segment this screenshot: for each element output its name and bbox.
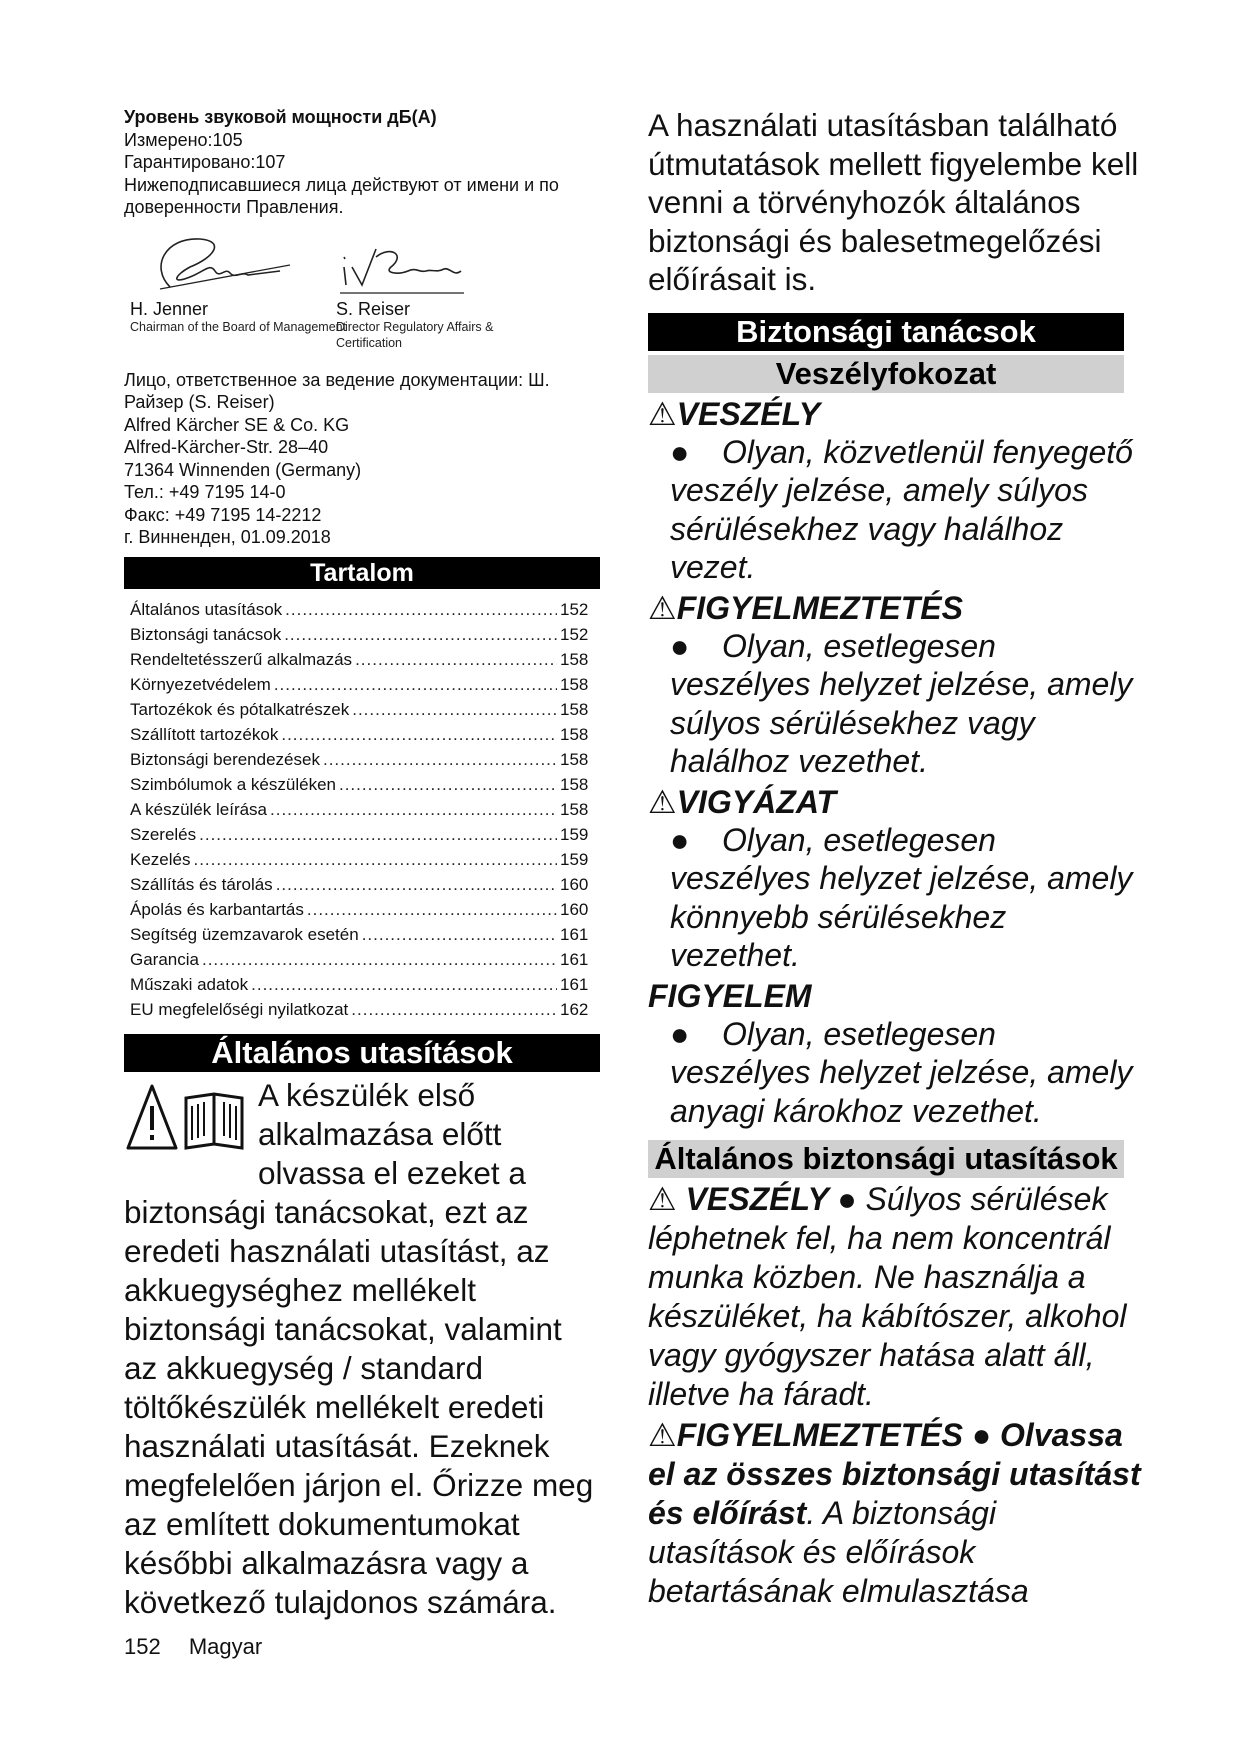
toc-leader-dots [270,797,557,822]
hazard-levels-list [648,395,1142,1131]
toc-entry-page: 158 [560,649,589,669]
toc-row [124,772,600,797]
language-label: Magyar [188,1634,263,1659]
toc-entry-title: Szállított tartozékok [130,724,279,744]
toc-entry-page: 161 [560,924,589,944]
toc-row [124,947,600,972]
company-name: Alfred Kärcher SE & Co. KG [124,414,350,435]
toc-leader-dots [285,597,557,622]
warning-label: ⚠FIGYELMEZTETÉS ● Olvassa el az összes biztonsági utasítást és előírást [648,1417,1141,1531]
fax-number: Факс: +49 7195 14-2212 [124,504,322,525]
toc-leader-dots [362,922,557,947]
toc-row [124,797,600,822]
toc-entry-page: 160 [560,874,589,894]
toc-entry-page: 158 [560,674,589,694]
toc-entry-title: Tartozékok és pótalkatrészek [130,699,350,719]
hazard-level-description [648,627,1142,781]
bullet-icon: ● [670,627,690,664]
toc-entry-page: 161 [560,949,589,969]
toc-row [124,872,600,897]
handwritten-signature-icon [130,227,310,299]
hazard-level-label: ⚠VESZÉLY [648,395,821,432]
toc-entry-page: 152 [560,624,589,644]
signature-title: Chairman of the Board of Management [130,319,347,334]
toc-entry-title: Segítség üzemzavarok esetén [130,924,359,944]
toc-entry-page: 158 [560,749,589,769]
danger-label: ⚠ VESZÉLY ● [648,1181,857,1217]
sound-level-heading: Уровень звуковой мощности дБ(А) [124,107,437,127]
street-address: Alfred-Kärcher-Str. 28–40 [124,437,329,457]
toc-entry-title: Szállítás és tárolás [130,874,273,894]
toc-row [124,922,600,947]
toc-leader-dots [199,822,557,847]
phone-number: Тел.: +49 7195 14-0 [124,482,286,502]
toc-leader-dots [307,897,557,922]
general-instructions-text [124,1076,600,1622]
measured-value: Измерено:105 [124,129,243,150]
hazard-level-description [648,821,1142,975]
handwritten-signature-icon [336,227,476,299]
toc-entry-title: Környezetvédelem [130,674,271,694]
toc-entry-page: 159 [560,849,589,869]
warning-text: . A biztonsági utasítások és előírások betartásának elmulasztása [648,1495,1029,1609]
toc-entry-title: Rendeltetésszerű alkalmazás [130,649,353,669]
hazard-level-description [648,1015,1142,1131]
toc-leader-dots [202,947,557,972]
responsible-person: Лицо, ответственное за ведение документации: Ш. Райзер (S. Reiser) [124,369,550,412]
toc-leader-dots [281,722,557,747]
bullet-icon: ● [670,1015,690,1052]
toc-entry-page: 158 [560,799,589,819]
general-instructions-heading: Általános utasítások [124,1034,600,1072]
bullet-icon: ● [670,433,690,470]
toc-entry-title: Biztonsági tanácsok [130,624,282,644]
hazard-level-text: Olyan, esetlegesen veszélyes helyzet jelzése, amely súlyos sérülésekhez vagy halálhoz vezethet. [670,627,1133,779]
danger-text: Súlyos sérülések léphetnek fel, ha nem koncentrál munka közben. Ne használja a készüléket, ha kábítószer, alkohol vagy gyógyszer hatása alatt áll, illetve ha fáradt. [648,1181,1127,1412]
toc-leader-dots [351,997,557,1022]
signature-name: H. Jenner [130,298,209,319]
guaranteed-value: Гарантировано:107 [124,152,286,172]
toc-row [124,622,600,647]
warning-paragraph [648,1416,1142,1611]
toc-entry-title: Szerelés [130,824,197,844]
toc-leader-dots [355,647,557,672]
toc-entry-page: 158 [560,774,589,794]
toc-entry-title: EU megfelelőségi nyilatkozat [130,999,349,1019]
bullet-icon: ● [670,821,690,858]
toc-row [124,597,600,622]
hazard-level-label: FIGYELEM [648,977,812,1014]
city-address: 71364 Winnenden (Germany) [124,459,362,480]
signature-reiser [336,227,556,351]
toc-leader-dots [276,872,557,897]
signature-name: S. Reiser [336,298,411,319]
general-safety-heading: Általános biztonsági utasítások [648,1140,1124,1178]
signature-jenner [130,227,350,335]
toc-leader-dots [274,672,557,697]
page-number: 152 [124,1634,161,1659]
toc-row [124,997,600,1022]
toc-leader-dots [193,847,557,872]
hazard-level-label: ⚠VIGYÁZAT [648,783,837,820]
toc-row [124,822,600,847]
toc-entry-page: 158 [560,699,589,719]
toc-entry-title: Biztonsági berendezések [130,749,320,769]
right-column [648,106,1142,1611]
toc-leader-dots [339,772,557,797]
toc-entry-title: Garancia [130,949,199,969]
toc-entry-title: Általános utasítások [130,599,283,619]
toc-entry-page: 159 [560,824,589,844]
toc-leader-dots [251,972,557,997]
hazard-level-text: Olyan, esetlegesen veszélyes helyzet jelzése, amely anyagi károkhoz vezethet. [670,1015,1133,1129]
toc-entry-title: Szimbólumok a készüléken [130,774,336,794]
signature-title: Director Regulatory Affairs & Certification [336,319,494,350]
toc-entry-page: 158 [560,724,589,744]
toc-row [124,847,600,872]
toc-row [124,897,600,922]
toc-leader-dots [284,622,557,647]
table-of-contents [124,597,600,1022]
toc-entry-page: 160 [560,899,589,919]
toc-entry-title: Ápolás és karbantartás [130,899,304,919]
place-date: г. Винненден, 01.09.2018 [124,527,331,547]
hazard-levels-heading: Veszélyfokozat [648,355,1124,393]
toc-entry-page: 162 [560,999,589,1019]
signatories-note: Нижеподписавшиеся лица действуют от имени и по доверенности Правления. [124,174,559,217]
toc-row [124,747,600,772]
toc-row [124,972,600,997]
toc-row [124,647,600,672]
toc-row [124,697,600,722]
intro-paragraph: A használati utasításban található útmutatások mellett figyelembe kell venni a törvényhozók általános biztonsági és balesetmegelőzési előírásait is. [648,107,1139,297]
general-instructions-paragraph: A készülék első alkalmazása előtt olvassa el ezeket a biztonsági tanácsokat, ezt az eredeti használati utasítást, az akkuegységhez mellékelt biztonsági tanácsokat, valamint az akkuegység / standard töltőkészülék mellékelt eredeti használati utasítását. Ezeknek megfelelően járjon el. Őrizze meg az említett dokumentumokat későbbi alkalmazásra vagy a következő tulajdonos számára. [124,1076,594,1620]
left-column [124,106,600,1622]
toc-leader-dots [323,747,557,772]
toc-entry-page: 161 [560,974,589,994]
toc-entry-page: 152 [560,599,589,619]
toc-heading: Tartalom [124,557,600,589]
toc-entry-title: A készülék leírása [130,799,268,819]
toc-leader-dots [352,697,557,722]
danger-paragraph [648,1180,1142,1414]
hazard-level-label: ⚠FIGYELMEZTETÉS [648,589,963,626]
hazard-level-description [648,433,1142,587]
hazard-level-text: Olyan, esetlegesen veszélyes helyzet jelzése, amely könnyebb sérülésekhez vezethet. [670,821,1133,973]
toc-row [124,672,600,697]
toc-entry-title: Műszaki adatok [130,974,249,994]
safety-heading: Biztonsági tanácsok [648,313,1124,351]
page-footer [124,1634,284,1660]
toc-entry-title: Kezelés [130,849,191,869]
hazard-level-text: Olyan, közvetlenül fenyegető veszély jelzése, amely súlyos sérülésekhez vagy halálhoz vezet. [670,433,1133,585]
warning-manual-icon [124,1078,254,1160]
toc-row [124,722,600,747]
signature-block [124,227,600,367]
address-block [124,369,600,549]
